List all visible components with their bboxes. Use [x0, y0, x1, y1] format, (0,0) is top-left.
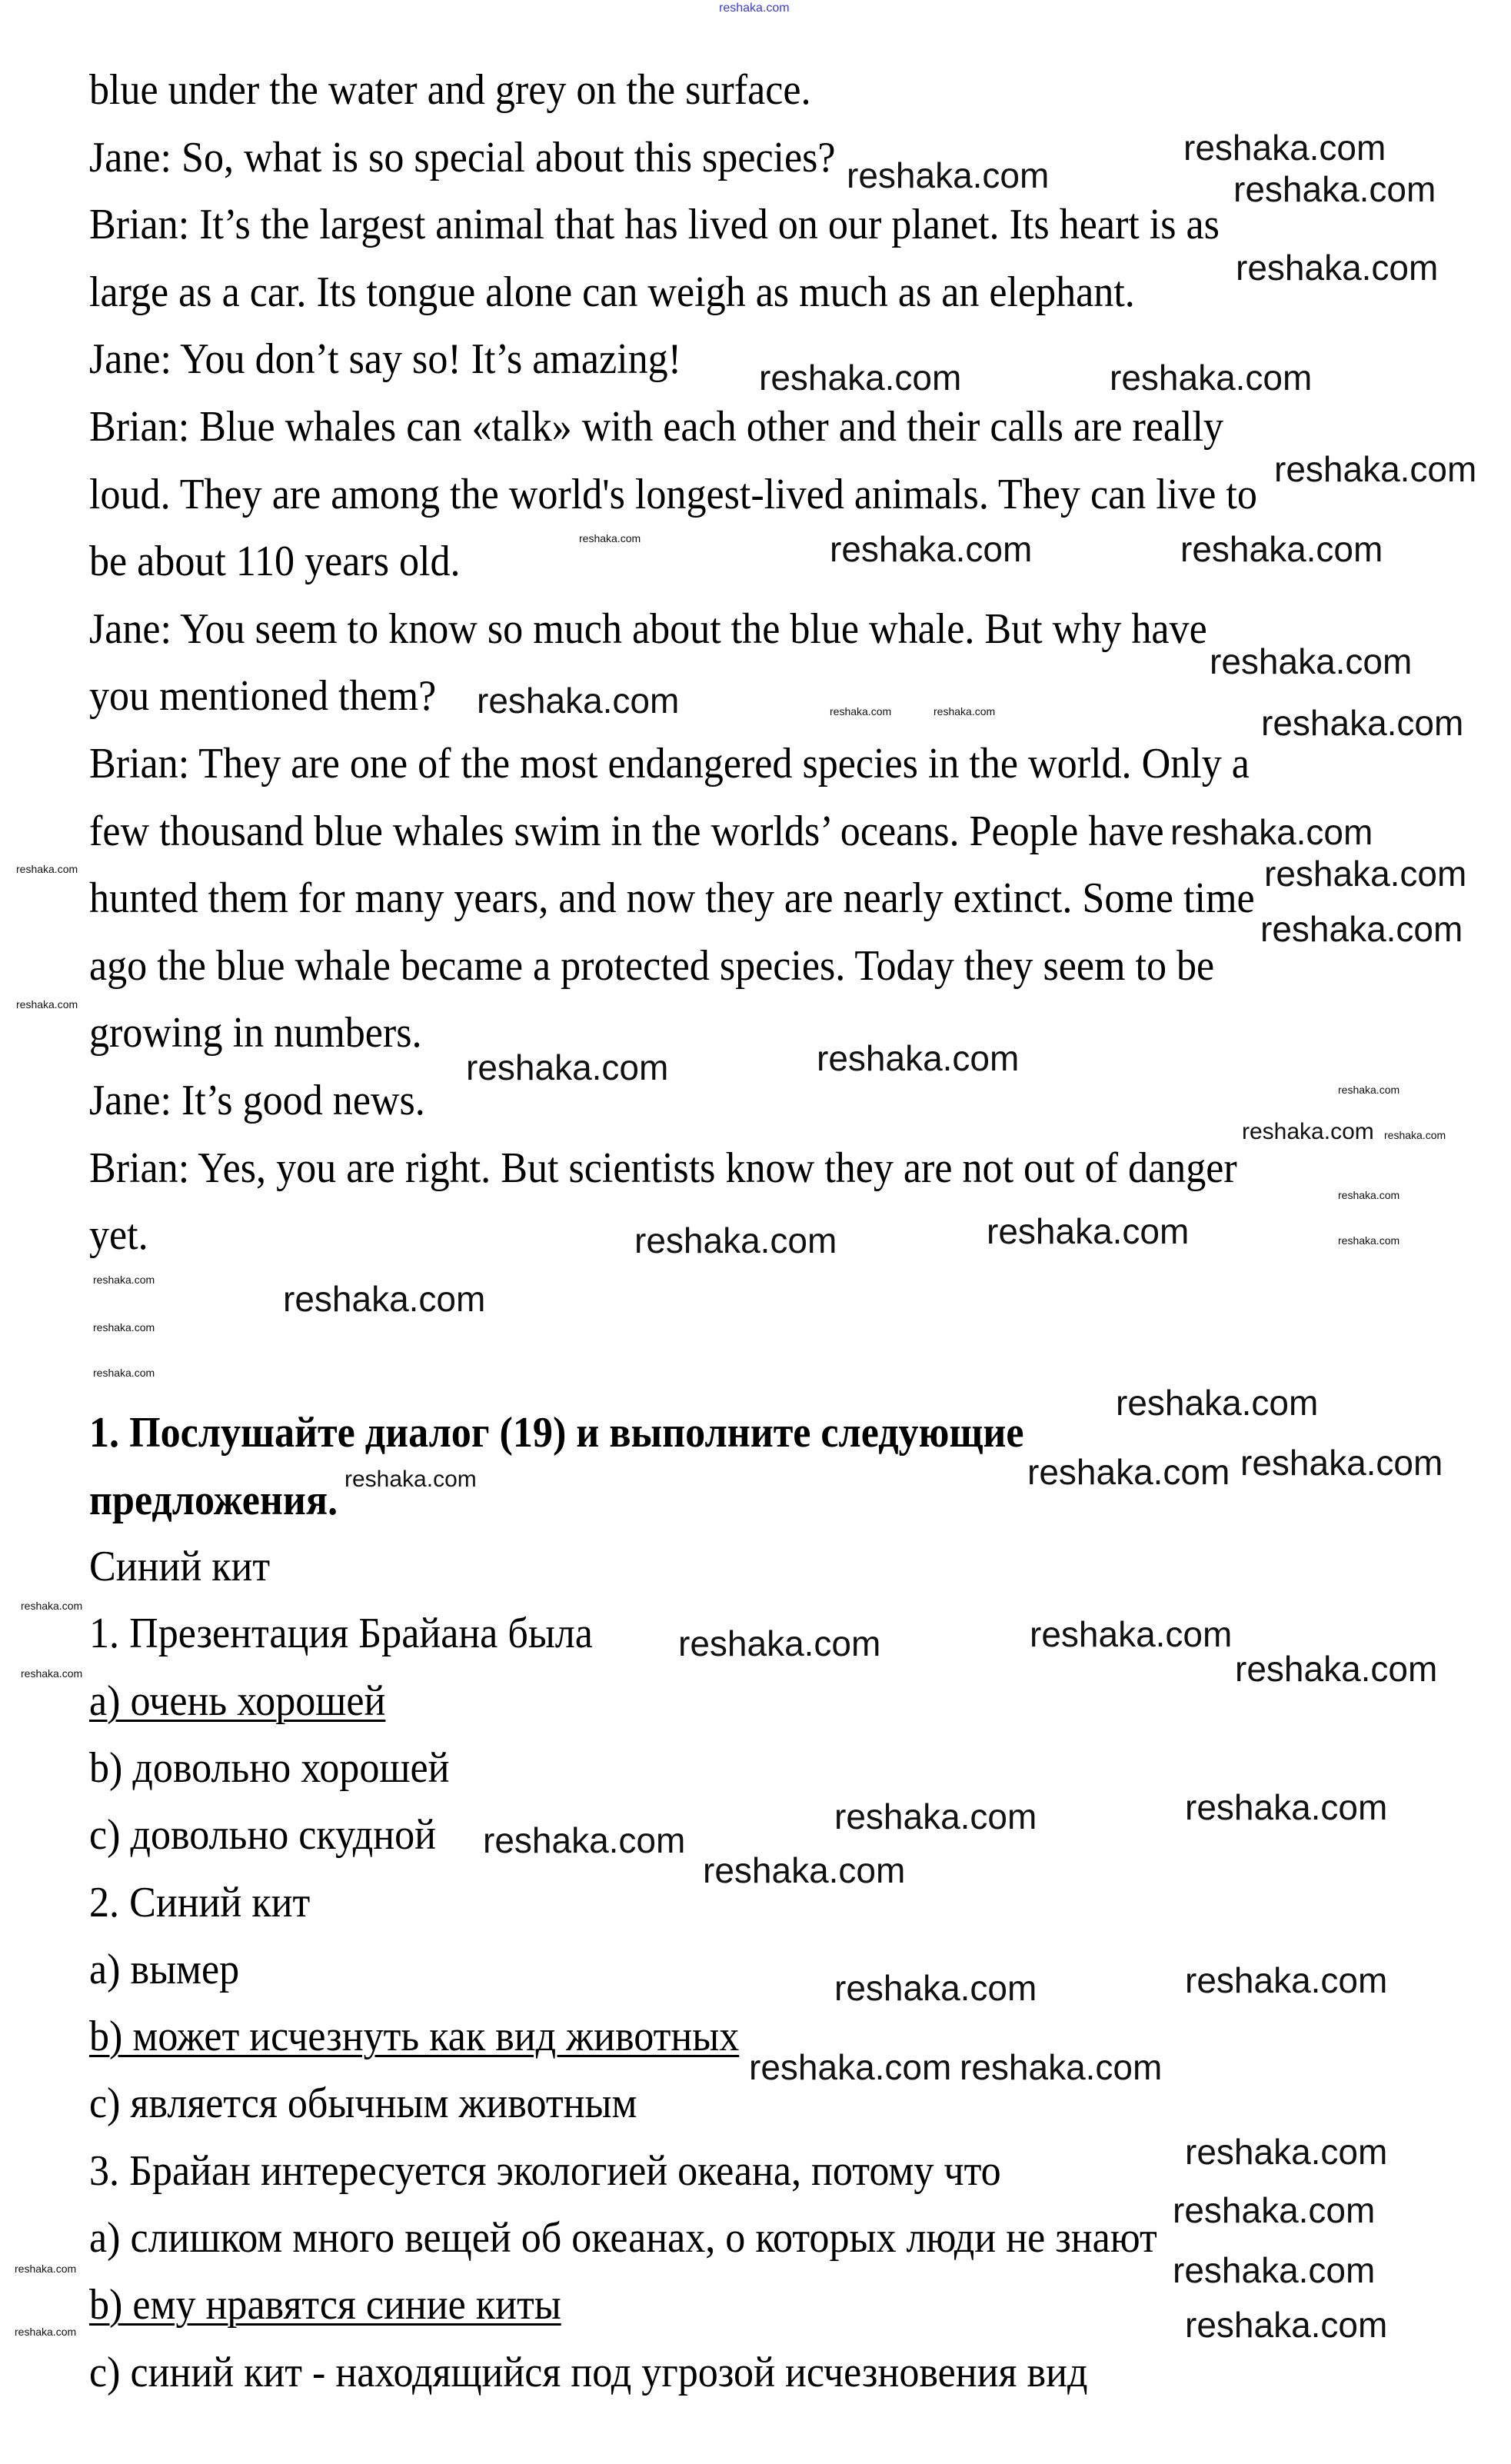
watermark: reshaka.com [1274, 449, 1477, 489]
answer-option-selected-text: a) очень хорошей [89, 1677, 386, 1725]
watermark: reshaka.com [1185, 2305, 1388, 2345]
watermark: reshaka.com [1110, 358, 1313, 398]
dialogue-line [89, 1076, 425, 1125]
watermark: reshaka.com [1235, 1649, 1438, 1689]
task-line-text: Синий кит [89, 1543, 271, 1590]
watermark: reshaka.com [1183, 128, 1386, 168]
dialogue-line-text: Jane: It’s good news. [89, 1077, 425, 1124]
watermark: reshaka.com [93, 1321, 155, 1334]
site-link[interactable]: reshaka.com [719, 2, 790, 15]
watermark: reshaka.com [1180, 529, 1383, 569]
task-line-text: 1. Презентация Брайана была [89, 1610, 593, 1657]
dialogue-line [89, 65, 810, 115]
watermark: reshaka.com [678, 1623, 881, 1663]
watermark: reshaka.com [1210, 641, 1413, 681]
watermark: reshaka.com [960, 2047, 1163, 2087]
task-line [89, 2146, 1001, 2196]
dialogue-line-text: Brian: Blue whales can «talk» with each other and their calls are really [89, 403, 1224, 451]
dialogue-line-text: Jane: You don’t say so! It’s amazing! [89, 335, 682, 383]
watermark: reshaka.com [1338, 1234, 1400, 1247]
dialogue-line [89, 807, 1164, 856]
dialogue-line [89, 1144, 1237, 1193]
task-line [89, 1609, 593, 1658]
task-line [89, 2079, 637, 2128]
watermark: reshaka.com [1260, 909, 1463, 949]
watermark: reshaka.com [93, 1274, 155, 1286]
dialogue-line [89, 671, 436, 721]
dialogue-line-text: Brian: It’s the largest animal that has lived on our planet. Its heart is as [89, 201, 1220, 248]
watermark: reshaka.com [703, 1850, 906, 1890]
dialogue-line [89, 1008, 422, 1057]
watermark: reshaka.com [830, 529, 1033, 569]
task-heading [89, 1476, 338, 1525]
dialogue-line [89, 537, 461, 586]
watermark: reshaka.com [344, 1467, 477, 1492]
answer-option-selected [89, 2012, 739, 2061]
watermark: reshaka.com [477, 681, 680, 721]
watermark: reshaka.com [817, 1038, 1020, 1078]
dialogue-line [89, 200, 1220, 249]
dialogue-line-text: growing in numbers. [89, 1009, 422, 1057]
dialogue-line [89, 874, 1255, 923]
dialogue-line [89, 335, 681, 384]
watermark: reshaka.com [1384, 1129, 1446, 1141]
dialogue-line [89, 739, 1250, 788]
watermark: reshaka.com [466, 1047, 669, 1087]
answer-option-selected-text: b) может исчезнуть как вид животных [89, 2013, 740, 2060]
dialogue-line [89, 470, 1257, 519]
watermark: reshaka.com [93, 1367, 155, 1379]
dialogue-line-text: Jane: You seem to know so much about the blue whale. But why have [89, 605, 1207, 653]
watermark: reshaka.com [1261, 703, 1464, 743]
watermark: reshaka.com [1233, 169, 1436, 209]
watermark: reshaka.com [1185, 1960, 1388, 2000]
dialogue-line-text: few thousand blue whales swim in the worlds’ oceans. People have [89, 807, 1164, 855]
watermark: reshaka.com [1338, 1084, 1400, 1096]
dialogue-line [89, 604, 1207, 654]
watermark: reshaka.com [847, 155, 1050, 195]
task-line-text: a) слишком много вещей об океанах, о которых люди не знают [89, 2214, 1157, 2262]
dialogue-line [89, 1210, 148, 1260]
task-line-text: c) довольно скудной [89, 1811, 437, 1859]
watermark: reshaka.com [634, 1220, 837, 1260]
watermark: reshaka.com [834, 1968, 1037, 2008]
watermark: reshaka.com [1116, 1383, 1319, 1423]
dialogue-line-text: loud. They are among the world's longest-lived animals. They can live to [89, 471, 1257, 518]
task-line [89, 2348, 1087, 2397]
watermark: reshaka.com [15, 2326, 77, 2338]
dialogue-line [89, 133, 836, 182]
watermark: reshaka.com [1242, 1119, 1374, 1144]
watermark: reshaka.com [483, 1820, 686, 1860]
answer-option-selected [89, 2280, 561, 2329]
watermark: reshaka.com [1240, 1443, 1443, 1483]
watermark: reshaka.com [579, 532, 641, 544]
watermark: reshaka.com [1030, 1614, 1233, 1654]
dialogue-line-text: hunted them for many years, and now they are nearly extinct. Some time [89, 874, 1255, 922]
watermark: reshaka.com [1185, 1787, 1388, 1827]
task-line [89, 1743, 449, 1793]
dialogue-line-text: Jane: So, what is so special about this species? [89, 134, 836, 181]
watermark: reshaka.com [1173, 2190, 1376, 2230]
dialogue-line-text: Brian: Yes, you are right. But scientists know they are not out of danger [89, 1144, 1237, 1192]
dialogue-line-text: yet. [89, 1211, 148, 1259]
watermark: reshaka.com [1170, 812, 1373, 852]
dialogue-line [89, 268, 1135, 317]
watermark: reshaka.com [16, 863, 78, 875]
answer-option-selected-text: b) ему нравятся синие киты [89, 2281, 561, 2329]
watermark: reshaka.com [21, 1667, 83, 1680]
watermark: reshaka.com [1236, 248, 1439, 288]
task-line-text: c) является обычным животным [89, 2079, 637, 2127]
dialogue-line-text: be about 110 years old. [89, 538, 461, 585]
task-heading-text: предложения. [89, 1477, 338, 1524]
task-line [89, 1542, 270, 1591]
answer-option-selected [89, 1677, 385, 1726]
task-line-text: c) синий кит - находящийся под угрозой исчезновения вид [89, 2349, 1088, 2396]
watermark: reshaka.com [16, 998, 78, 1011]
watermark: reshaka.com [830, 705, 892, 718]
dialogue-line-text: blue under the water and grey on the surface. [89, 66, 811, 114]
dialogue-line-text: you mentioned them? [89, 672, 437, 720]
task-line [89, 1878, 310, 1927]
watermark: reshaka.com [21, 1600, 83, 1612]
watermark: reshaka.com [1185, 2132, 1388, 2172]
watermark: reshaka.com [987, 1211, 1190, 1251]
task-line-text: 2. Синий кит [89, 1879, 311, 1926]
task-line-text: a) вымер [89, 1946, 240, 1993]
watermark: reshaka.com [1264, 854, 1467, 894]
task-line [89, 2213, 1157, 2263]
task-line [89, 1945, 239, 1994]
watermark: reshaka.com [1338, 1189, 1400, 1201]
watermark: reshaka.com [834, 1796, 1037, 1836]
dialogue-line-text: large as a car. Its tongue alone can weigh as much as an elephant. [89, 268, 1135, 316]
dialogue-line [89, 941, 1214, 991]
task-line-text: 3. Брайан интересуется экологией океана, потому что [89, 2147, 1001, 2195]
watermark: reshaka.com [1173, 2250, 1376, 2290]
watermark: reshaka.com [283, 1279, 486, 1319]
task-line-text: b) довольно хорошей [89, 1744, 450, 1792]
watermark: reshaka.com [1027, 1452, 1230, 1492]
watermark: reshaka.com [759, 358, 962, 398]
dialogue-line-text: Brian: They are one of the most endangered species in the world. Only a [89, 740, 1250, 787]
task-line [89, 1810, 436, 1860]
dialogue-line-text: ago the blue whale became a protected species. Today they seem to be [89, 942, 1215, 990]
watermark: reshaka.com [934, 705, 996, 718]
task-heading-text: 1. Послушайте диалог (19) и выполните следующие [89, 1409, 1024, 1457]
dialogue-line [89, 402, 1223, 451]
watermark: reshaka.com [15, 2263, 77, 2275]
task-heading [89, 1408, 1023, 1457]
watermark: reshaka.com [749, 2047, 952, 2087]
